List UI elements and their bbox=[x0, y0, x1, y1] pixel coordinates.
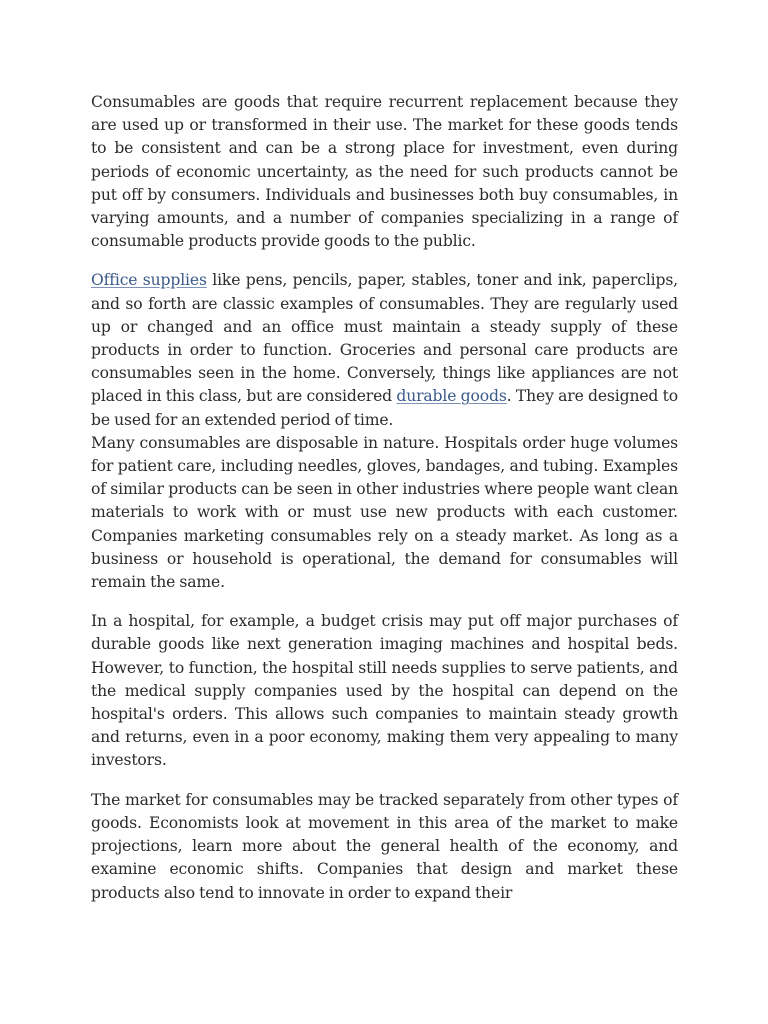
office-supplies-link[interactable]: Office supplies bbox=[91, 271, 207, 290]
durable-goods-link[interactable]: durable goods bbox=[396, 387, 507, 406]
paragraph-disposable: Many consumables are disposable in nature. Hospitals order huge volumes for patient care, including needles, gloves, bandages, and tubing. Examples of similar products can be seen in other industries where people want clean materials to work with or must use new products with each customer. Companies marketing consumables rely on a steady market. As long as a business or household is operational, the demand for consumables will remain the same. bbox=[91, 433, 678, 592]
document-body bbox=[91, 91, 678, 905]
paragraph-consumables-intro: Consumables are goods that require recurrent replacement because they are used up or transformed in their use. The market for these goods tends to be consistent and can be a strong place for investment, even during periods of economic uncertainty, as the need for such products cannot be put off by consumers. Individuals and businesses both buy consumables, in varying amounts, and a number of companies specializing in a range of consumable products provide goods to the public. bbox=[91, 93, 678, 251]
office-supplies-text: like pens, pencils, paper, stables, toner and ink, paperclips, and so forth are classic examples of consumables. They are regularly used up or changed and an office must maintain a steady supply of these products in order to function. Groceries and personal care products are consumables seen in the home. Conversely, things like appliances are not placed in this class, but are considered bbox=[91, 271, 678, 406]
durable-goods-text: . They are designed to be used for an extended period of time. bbox=[91, 387, 678, 429]
paragraph-hospital-example: In a hospital, for example, a budget crisis may put off major purchases of durable goods like next generation imaging machines and hospital beds. However, to function, the hospital still needs supplies to serve patients, and the medical supply companies used by the hospital can depend on the hospital's orders. This allows such companies to maintain steady growth and returns, even in a poor economy, making them very appealing to many investors. bbox=[91, 612, 678, 770]
paragraph-office-supplies bbox=[91, 269, 678, 431]
paragraph-market-tracking: The market for consumables may be tracked separately from other types of goods. Economists look at movement in this area of the market to make projections, learn more about the general health of the economy, and examine economic shifts. Companies that design and market these products also tend to innovate in order to expand their bbox=[91, 790, 678, 902]
